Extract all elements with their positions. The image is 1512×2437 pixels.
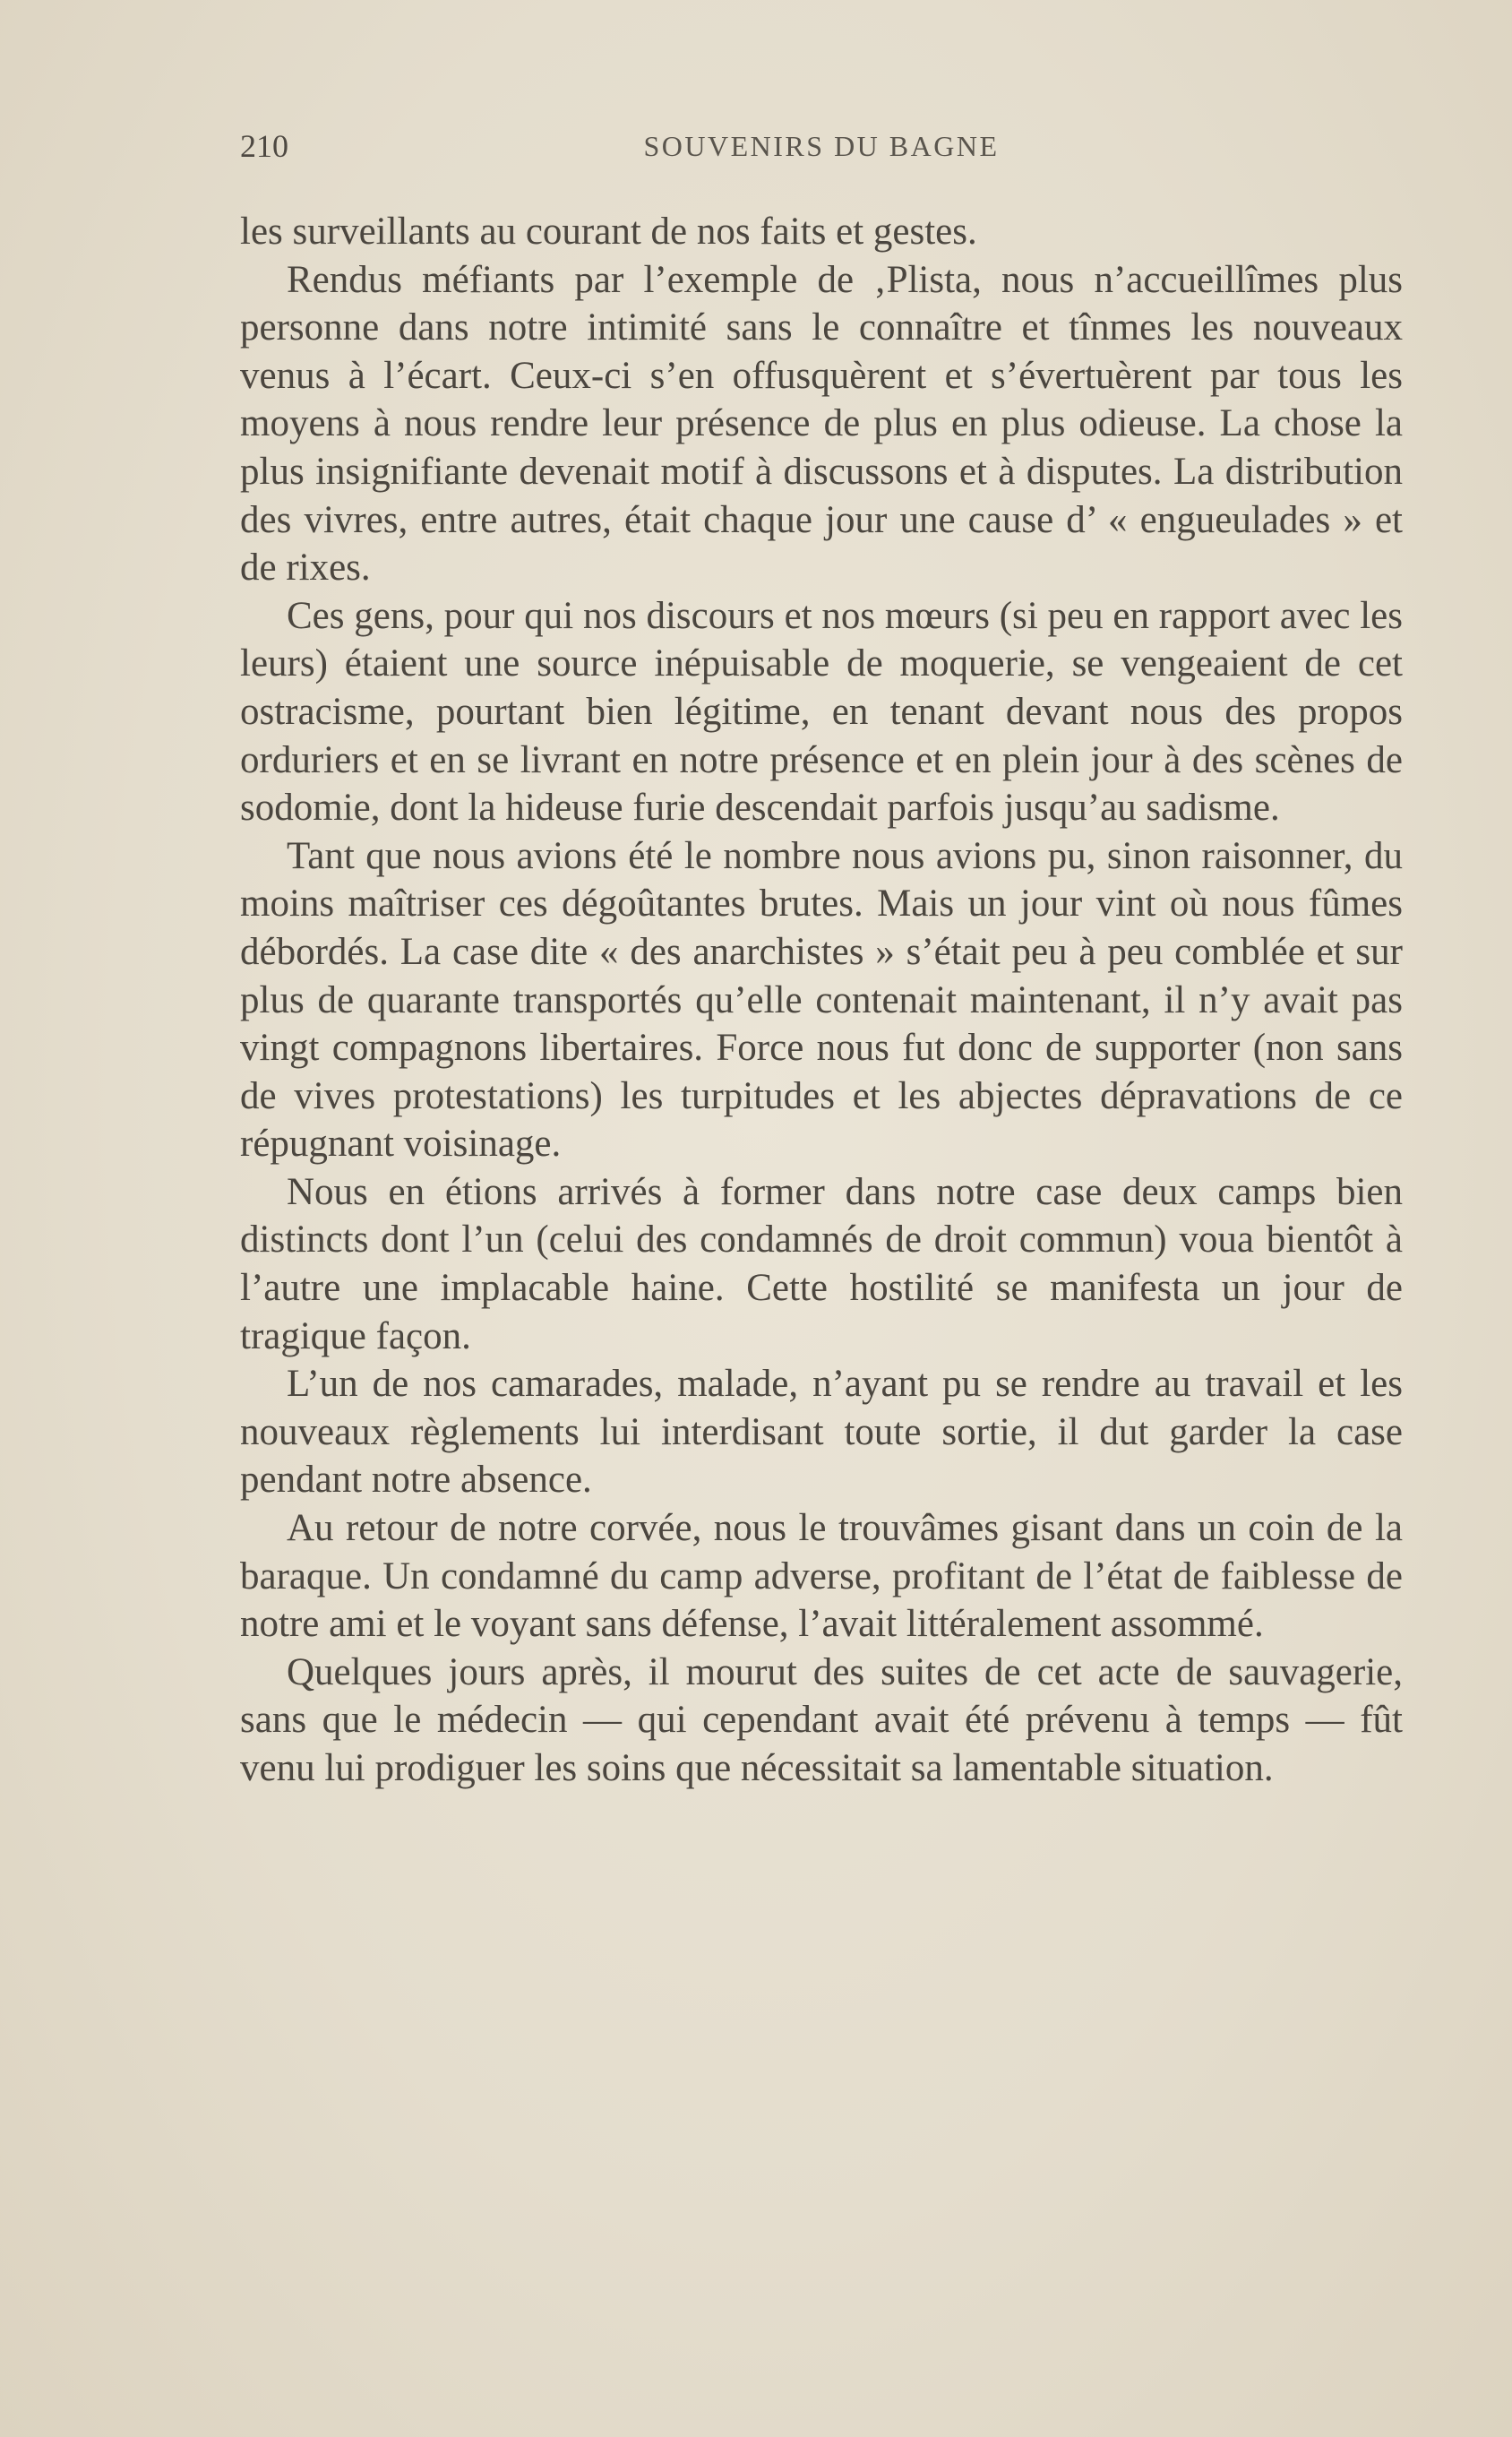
body-text	[240, 208, 1403, 1793]
running-head	[240, 124, 1403, 168]
paragraph-3: Ces gens, pour qui nos discours et nos mœurs (si peu en rapport avec les leurs) étaient une source inépuisable de moquerie, se vengeaient de cet ostracisme, pourtant bien légitime, en tenant devant nous des propos orduriers et en se livrant en notre présence et en plein jour à des scènes de sodomie, dont la hideuse furie descendait parfois jusqu’au sadisme.	[240, 594, 1403, 830]
paragraph-6: L’un de nos camarades, malade, n’ayant pu se rendre au travail et les nouveaux règlements lui interdisant toute sortie, il dut garder la case pendant notre absence.	[240, 1363, 1403, 1502]
paragraph-7: Au retour de notre corvée, nous le trouvâmes gisant dans un coin de la baraque. Un condamné du camp adverse, profitant de l’état de faiblesse de notre ami et le voyant sans défense, l’avait littéralement assommé.	[240, 1507, 1403, 1646]
paragraph-5: Nous en étions arrivés à former dans notre case deux camps bien distincts dont l’un (celui des condamnés de droit commun) voua bientôt à l’autre une implacable haine. Cette hostilité se manifesta un jour de tragique façon.	[240, 1170, 1403, 1357]
page-number: 210	[240, 128, 288, 164]
paragraph-4: Tant que nous avions été le nombre nous avions pu, sinon raisonner, du moins maîtriser ces dégoûtantes brutes. Mais un jour vint où nous fûmes débordés. La case dite « des anarchistes » s’était peu à peu comblée et sur plus de quarante transportés qu’elle contenait maintenant, il n’y avait pas vingt compagnons libertaires. Force nous fut donc de supporter (non sans de vives protestations) les turpitudes et les abjectes dépravations de ce répugnant voisinage.	[240, 834, 1403, 1166]
paragraph-8: Quelques jours après, il mourut des suites de cet acte de sauvagerie, sans que le médecin — qui cependant avait été prévenu à temps — fût venu lui prodiguer les soins que nécessitait sa lamentable situation.	[240, 1650, 1403, 1789]
running-title: SOUVENIRS DU BAGNE	[643, 130, 1000, 162]
paragraph-2: Rendus méfiants par l’exemple de ‚Plista, nous n’accueillîmes plus personne dans notre intimité sans le connaître et tînmes les nouveaux venus à l’écart. Ceux-ci s’en offusquèrent et s’évertuèrent par tous les moyens à nous rendre leur présence de plus en plus odieuse. La chose la plus insignifiante devenait motif à discussons et à disputes. La distribution des vivres, entre autres, était chaque jour une cause d’ « engueulades » et de rixes.	[240, 258, 1403, 590]
paragraph-1: les surveillants au courant de nos faits et gestes.	[240, 211, 977, 253]
